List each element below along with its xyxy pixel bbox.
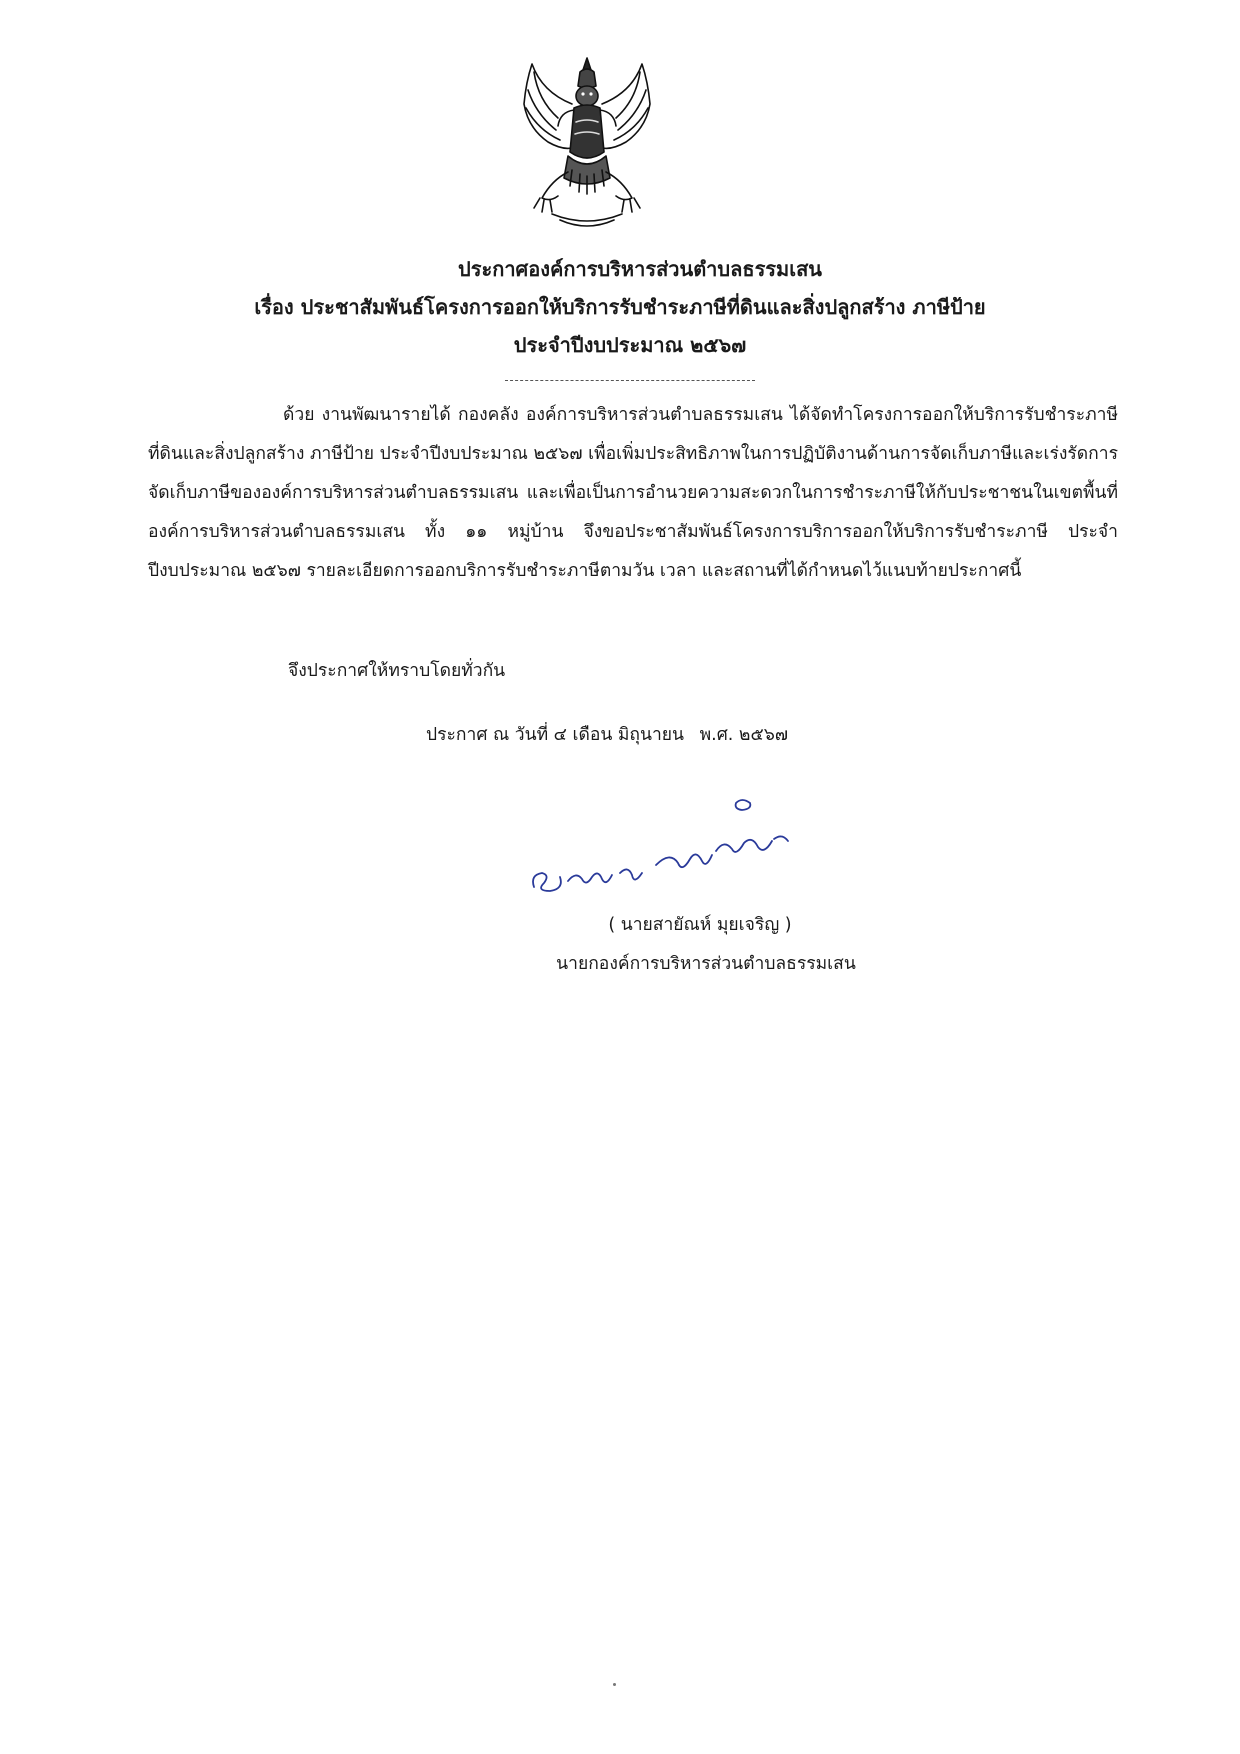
signer-name: ( นายสายัณห์ มุยเจริญ ) xyxy=(608,915,792,935)
date-text: ประกาศ ณ วันที่ ๔ เดือน มิถุนายน xyxy=(426,725,685,745)
garuda-emblem-icon xyxy=(512,52,662,232)
closing-statement: จึงประกาศให้ทราบโดยทั่วกัน xyxy=(288,661,506,681)
date-year: พ.ศ. ๒๕๖๗ xyxy=(699,725,788,745)
signer-title: นายกองค์การบริหารส่วนตำบลธรรมเสน xyxy=(556,954,856,974)
scan-speck xyxy=(613,1683,616,1686)
announcement-subject: เรื่อง ประชาสัมพันธ์โครงการออกให้บริการรับชำระภาษีที่ดินและสิ่งปลูกสร้าง ภาษีป้าย xyxy=(254,295,986,319)
announcement-header xyxy=(0,250,1240,364)
announcement-date xyxy=(426,716,798,755)
fiscal-year: ประจำปีงบประมาณ ๒๕๖๗ xyxy=(513,333,747,357)
header-divider xyxy=(505,380,755,381)
handwritten-signature xyxy=(520,795,810,905)
announcement-title: ประกาศองค์การบริหารส่วนตำบลธรรมเสน xyxy=(458,257,822,281)
announcement-body: ด้วย งานพัฒนารายได้ กองคลัง องค์การบริหารส่วนตำบลธรรมเสน ได้จัดทำโครงการออกให้บริการรับชำระภาษีที่ดินและสิ่งปลูกสร้าง ภาษีป้าย ประจำปีงบประมาณ ๒๕๖๗ เพื่อเพิ่มประสิทธิภาพในการปฏิบัติงานด้านการจัดเก็บภาษีและเร่งรัดการจัดเก็บภาษีขององค์การบริหารส่วนตำบลธรรมเสน และเพื่อเป็นการอำนวยความสะดวกในการชำระภาษีให้กับประชาชนในเขตพื้นที่องค์การบริหารส่วนตำบลธรรมเสน ทั้ง ๑๑ หมู่บ้าน จึงขอประชาสัมพันธ์โครงการบริการออกให้บริการรับชำระภาษี ประจำปีงบประมาณ ๒๕๖๗ รายละเอียดการออกบริการรับชำระภาษีตามวัน เวลา และสถานที่ได้กำหนดไว้แนบท้ายประกาศนี้ xyxy=(148,405,1118,581)
